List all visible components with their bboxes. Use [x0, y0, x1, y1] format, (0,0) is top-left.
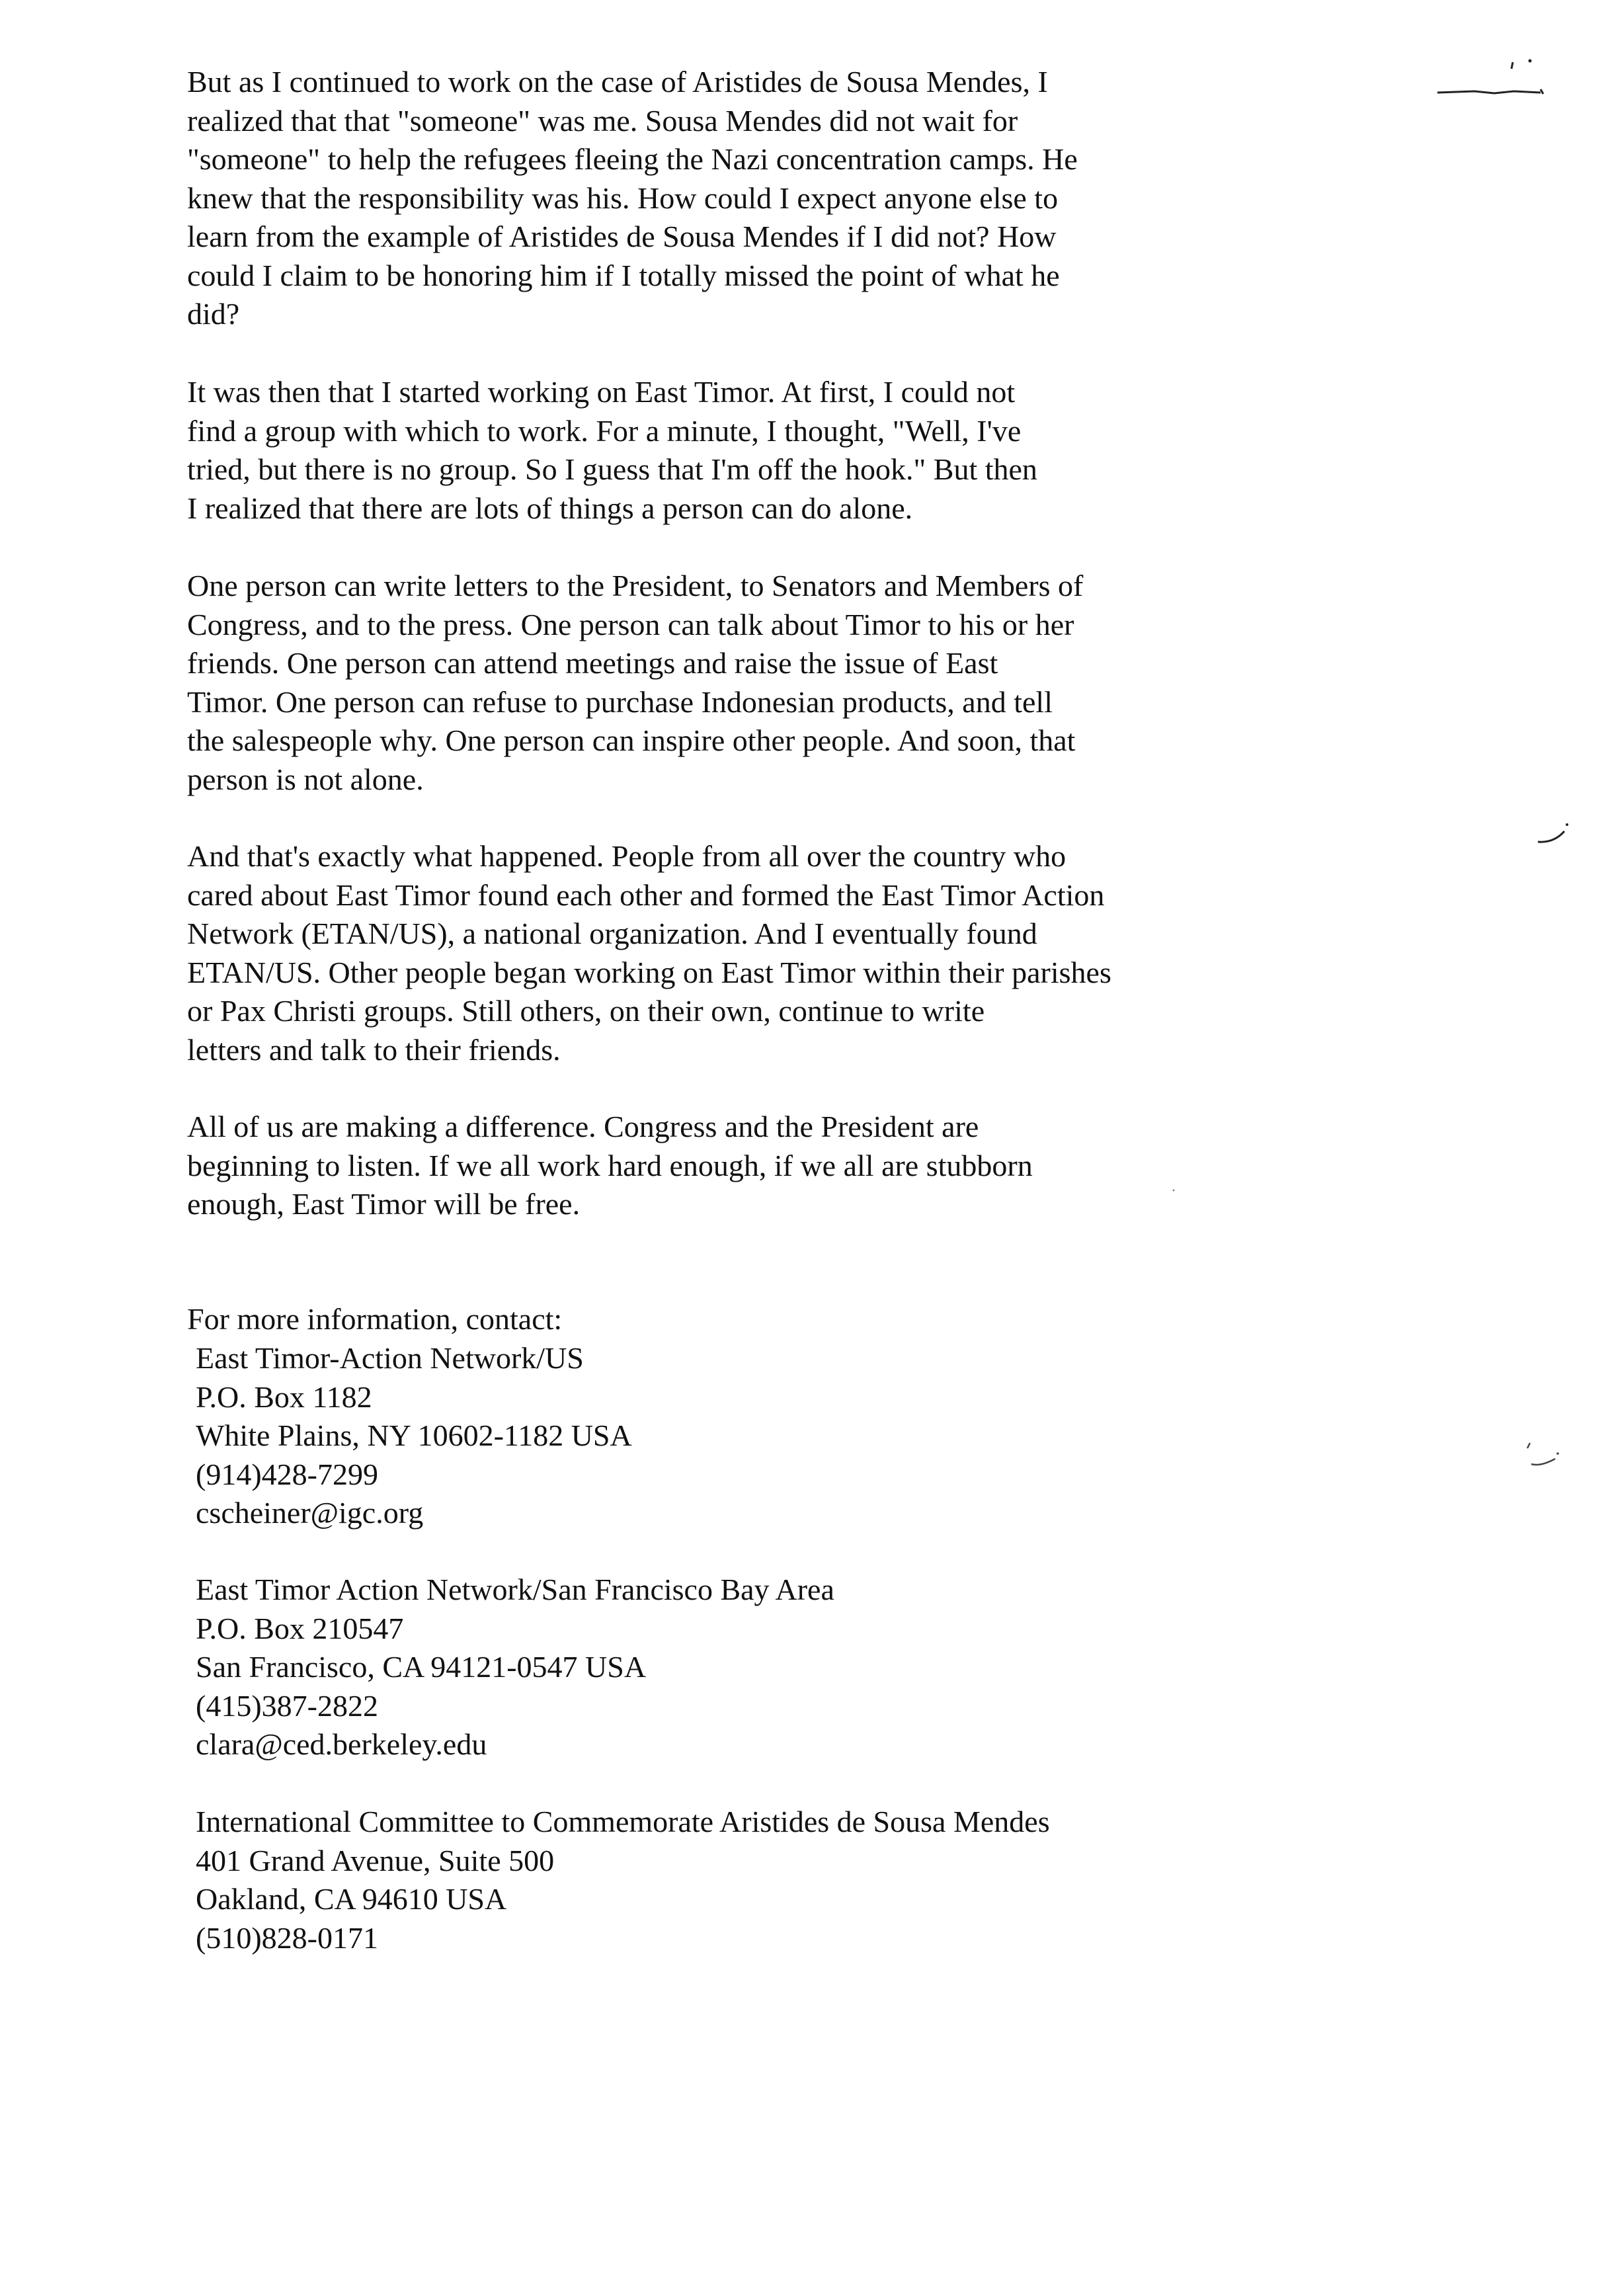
paragraph-line: letters and talk to their friends.	[187, 1032, 561, 1067]
scan-speck	[1167, 1184, 1180, 1197]
paragraph-line: Network (ETAN/US), a national organization. And I eventually found	[187, 917, 1037, 950]
paragraph-line: One person can write letters to the President, to Senators and Members of	[187, 569, 1084, 602]
paragraph-line: could I claim to be honoring him if I totally missed the point of what he	[187, 258, 1060, 292]
contact-organization: International Committee to Commemorate Aristides de Sousa Mendes	[196, 1805, 1050, 1838]
body-paragraph-1	[187, 63, 1271, 334]
paragraph-line: the salespeople why. One person can inspire other people. And soon, that	[187, 723, 1076, 757]
paragraph-line: "someone" to help the refugees fleeing the Nazi concentration camps. He	[187, 142, 1078, 176]
paragraph-line: enough, East Timor will be free.	[187, 1187, 581, 1221]
paragraph-line: or Pax Christi groups. Still others, on their own, continue to write	[187, 994, 985, 1028]
paragraph-line: tried, but there is no group. So I guess that I'm off the hook." But then	[187, 452, 1037, 486]
paragraph-line: beginning to listen. If we all work hard enough, if we all are stubborn	[187, 1148, 1033, 1182]
paragraph-line: Timor. One person can refuse to purchase Indonesian products, and tell	[187, 684, 1053, 719]
paragraph-line: did?	[187, 297, 240, 331]
body-paragraph-2	[187, 373, 1271, 528]
paragraph-line: And that's exactly what happened. People from all over the country who	[187, 839, 1066, 873]
paragraph-line: But as I continued to work on the case of Aristides de Sousa Mendes, I	[187, 65, 1048, 99]
paragraph-line: ETAN/US. Other people began working on East Timor within their parishes	[187, 955, 1111, 989]
paragraph-line: find a group with which to work. For a minute, I thought, "Well, I've	[187, 413, 1022, 448]
contact-city-line: Oakland, CA 94610 USA	[196, 1882, 507, 1916]
body-paragraph-5	[187, 1108, 1271, 1224]
contact-street: 401 Grand Avenue, Suite 500	[196, 1843, 555, 1877]
scan-mark-lower-right	[1521, 1435, 1567, 1481]
paragraph-line: knew that the responsibility was his. How could I expect anyone else to	[187, 181, 1059, 215]
paragraph-line: All of us are making a difference. Congress and the President are	[187, 1110, 979, 1143]
scan-mark-top-right	[1435, 53, 1554, 106]
contact-block-etan-us	[196, 1339, 632, 1533]
contact-email: clara@ced.berkeley.edu	[196, 1727, 487, 1761]
contact-email: cscheiner@igc.org	[196, 1496, 424, 1530]
contact-city-line: White Plains, NY 10602-1182 USA	[196, 1418, 632, 1452]
contact-phone: (914)428-7299	[196, 1457, 378, 1491]
paragraph-line: learn from the example of Aristides de Sousa Mendes if I did not? How	[187, 220, 1057, 253]
paragraph-line: I realized that there are lots of things a person can do alone.	[187, 491, 913, 525]
paragraph-line: person is not alone.	[187, 762, 424, 796]
paragraph-line: friends. One person can attend meetings and raise the issue of East	[187, 646, 998, 680]
contact-block-etan-sf	[196, 1571, 834, 1764]
paragraph-line: realized that that "someone" was me. Sousa Mendes did not wait for	[187, 103, 1018, 138]
contact-phone: (415)387-2822	[196, 1688, 378, 1723]
paragraph-line: cared about East Timor found each other and formed the East Timor Action	[187, 878, 1105, 912]
body-paragraph-3	[187, 567, 1271, 799]
contact-phone: (510)828-0171	[196, 1920, 378, 1955]
contact-po-box: P.O. Box 210547	[196, 1611, 404, 1645]
contact-city-line: San Francisco, CA 94121-0547 USA	[196, 1650, 647, 1684]
contact-organization: East Timor Action Network/San Francisco Bay Area	[196, 1573, 834, 1606]
body-paragraph-4	[187, 837, 1271, 1069]
contact-heading: For more information, contact:	[187, 1302, 563, 1336]
contact-po-box: P.O. Box 1182	[196, 1379, 372, 1414]
contact-block-committee	[196, 1803, 1050, 1957]
contact-organization: East Timor-Action Network/US	[196, 1341, 584, 1375]
paragraph-line: It was then that I started working on East Timor. At first, I could not	[187, 375, 1016, 409]
scan-mark-middle-right	[1534, 817, 1574, 850]
paragraph-line: Congress, and to the press. One person can talk about Timor to his or her	[187, 607, 1074, 641]
